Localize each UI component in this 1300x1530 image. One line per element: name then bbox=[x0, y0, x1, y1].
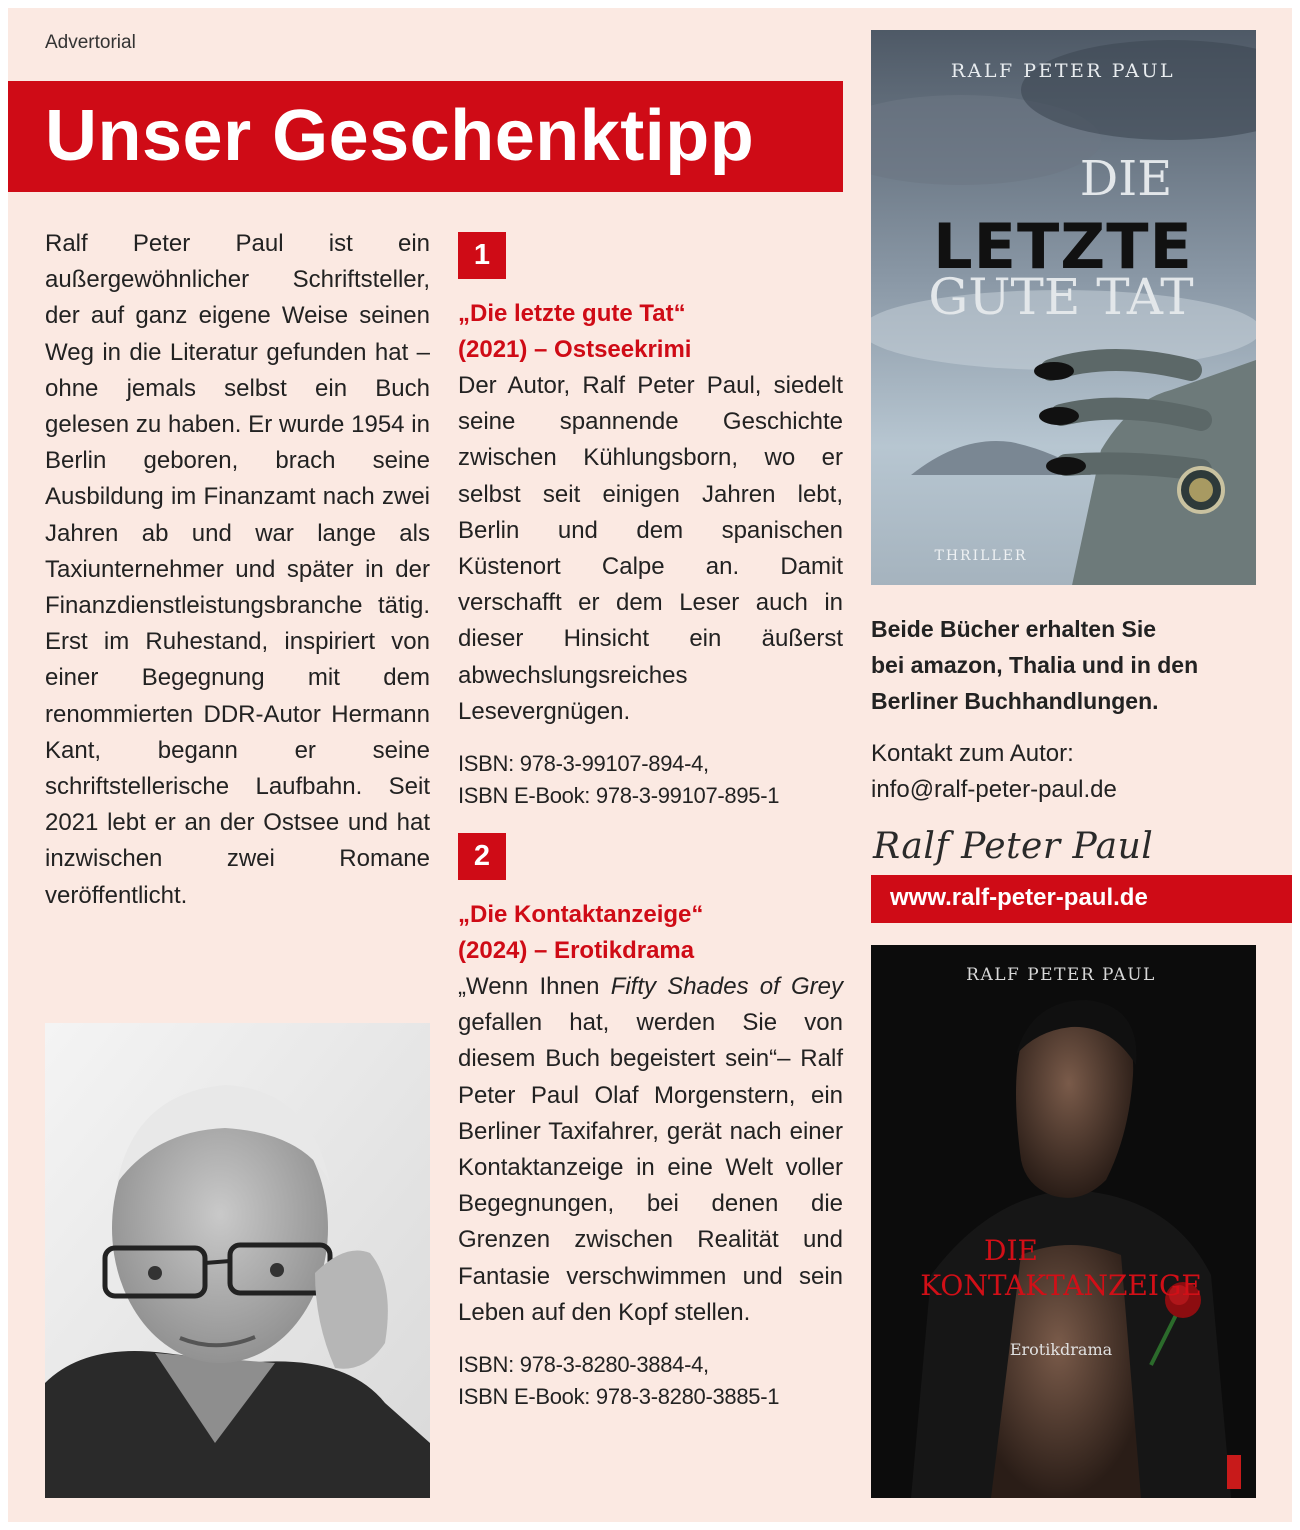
author-signature: Ralf Peter Paul bbox=[873, 826, 1154, 867]
book-number-2: 2 bbox=[458, 833, 506, 880]
book-isbn-1: ISBN: 978-3-99107-894-4, ISBN E-Book: 978-3-99107-895-1 bbox=[458, 751, 780, 809]
author-portrait bbox=[45, 1023, 430, 1498]
author-bio: Ralf Peter Paul ist ein außergewöhnlicher Schriftsteller, der auf ganz eigene Weise seinen Weg in die Literatur gefunden hat – ohne jemals selbst ein Buch gelesen zu haben. Er wurde 1954 in Berlin geboren, brach seine Ausbildung im Finanzamt nach zwei Jahren ab und war lange als Taxiunternehmer und später in der Finanzdienstleistungsbranche tätig. Erst im Ruhestand, inspiriert von einer Begegnung mit dem renommierten DDR-Autor Hermann Kant, begann er seine schriftstellerische Laufbahn. Seit 2021 lebt er an der Ostsee und hat inzwischen zwei Romane veröffentlicht. bbox=[45, 230, 430, 909]
author-contact: Kontakt zum Autor: info@ralf-peter-paul.de bbox=[871, 736, 1117, 808]
availability-note: Beide Bücher erhalten Sie bei amazon, Thalia und in den Berliner Buchhandlungen. bbox=[871, 616, 1199, 714]
cover2-title-bottom: KONTAKTANZEIGE bbox=[920, 1269, 1202, 1302]
book-description-2: „Wenn Ihnen Fifty Shades of Grey gefallen hat, werden Sie von diesem Buch begeistert sein“– Ralf Peter Paul Olaf Morgenstern, ein Berliner Taxifahrer, gerät nach einer Kontaktanzeige in eine Welt voller Begegnungen, bei denen die Grenzen zwischen Realität und Fantasie verschwimmen und sein Leben auf den Kopf stellen. bbox=[458, 973, 843, 1326]
contact-email[interactable]: info@ralf-peter-paul.de bbox=[871, 776, 1117, 803]
cover1-title-mid: LETZTE bbox=[933, 210, 1193, 283]
cover1-author: RALF PETER PAUL bbox=[950, 60, 1176, 82]
cover2-author: RALF PETER PAUL bbox=[966, 965, 1156, 985]
book-cover-1 bbox=[871, 30, 1256, 585]
cover2-title-top: DIE bbox=[984, 1234, 1038, 1267]
book-cover-2 bbox=[871, 945, 1256, 1498]
headline: Unser Geschenktipp bbox=[45, 96, 755, 176]
book-title-1: „Die letzte gute Tat“ (2021) – Ostseekrimi bbox=[458, 300, 692, 363]
website-bar bbox=[871, 875, 1292, 923]
publisher-logo bbox=[1227, 1455, 1241, 1489]
book-title-2: „Die Kontaktanzeige“ (2024) – Erotikdrama bbox=[458, 901, 704, 965]
book-number-1: 1 bbox=[458, 232, 506, 279]
book-isbn-2: ISBN: 978-3-8280-3884-4, ISBN E-Book: 978-3-8280-3885-1 bbox=[458, 1352, 780, 1410]
author-photo bbox=[45, 1023, 430, 1498]
advertorial-page bbox=[8, 8, 1292, 1522]
cover1-genre: THRILLER bbox=[934, 548, 1028, 564]
book-description-1: Der Autor, Ralf Peter Paul, siedelt seine spannende Geschichte zwischen Kühlungsborn, wo er selbst seit einigen Jahren lebt, Berlin und dem spanischen Küstenort Calpe an. Damit verschafft er dem Leser auch in dieser Hinsicht ein äußerst abwechslungsreiches Lesevergnügen. bbox=[458, 372, 843, 725]
headline-bar bbox=[8, 81, 843, 192]
cover1-title-bottom: GUTE TAT bbox=[928, 268, 1194, 326]
website-link[interactable]: www.ralf-peter-paul.de bbox=[890, 884, 1148, 911]
book-list bbox=[458, 232, 843, 1413]
cover2-genre: Erotikdrama bbox=[1009, 1340, 1113, 1359]
cover1-title-top: DIE bbox=[1079, 151, 1173, 207]
advertorial-label: Advertorial bbox=[45, 32, 136, 53]
